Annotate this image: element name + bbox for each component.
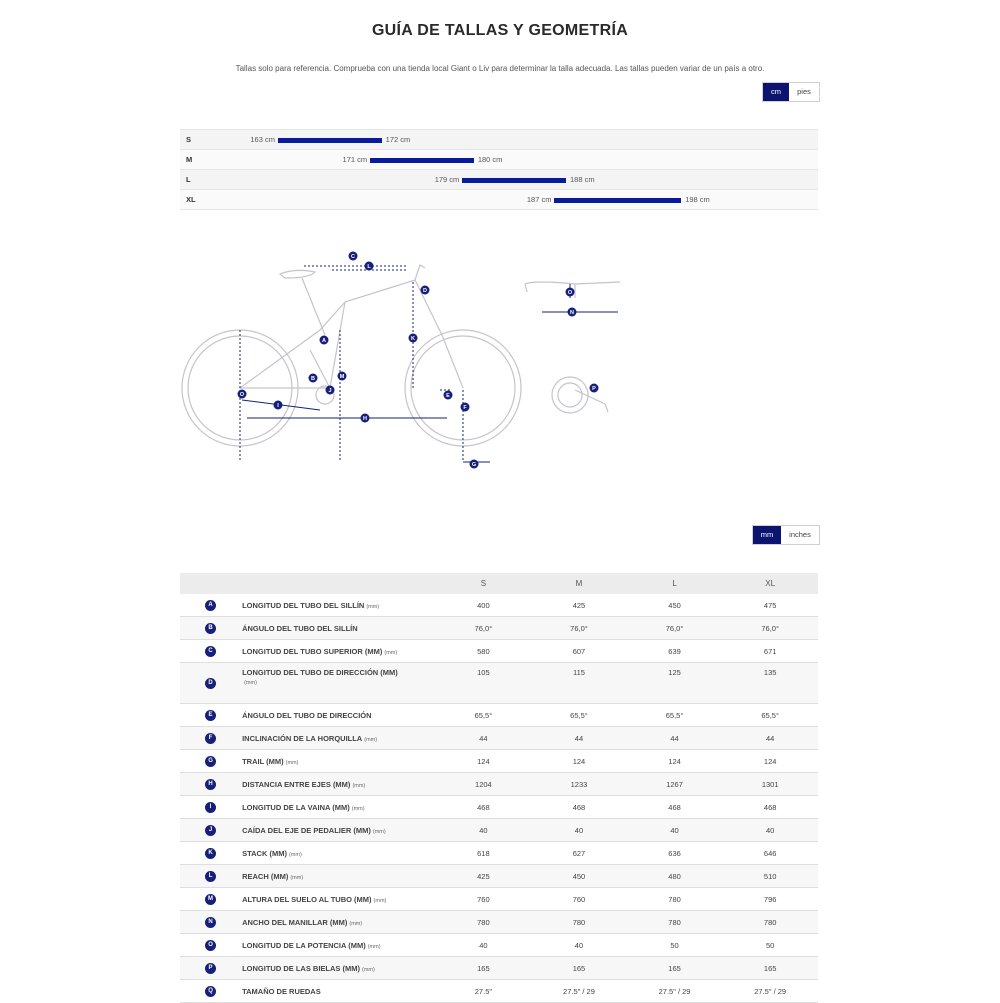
diagram-label-g: G <box>471 462 477 468</box>
diagram-label-l: L <box>367 264 371 270</box>
header-size-m: M <box>531 573 627 594</box>
row-label <box>241 888 436 911</box>
row-label <box>241 819 436 842</box>
row-badge-cell <box>180 957 241 980</box>
table-cell: 671 <box>722 640 818 663</box>
diagram-label-i: I <box>277 403 279 409</box>
table-cell: 76,0° <box>627 617 723 640</box>
row-label <box>241 911 436 934</box>
size-min-height: 163 cm <box>250 135 275 144</box>
unit-mm-button[interactable]: mm <box>753 526 781 544</box>
row-name: LONGITUD DE LA VAINA (MM) <box>242 802 350 812</box>
diagram-label-k: K <box>411 336 415 342</box>
size-range-chart <box>180 129 818 210</box>
size-range-bar <box>462 178 566 183</box>
table-cell: 40 <box>436 934 532 957</box>
saddle <box>280 270 315 278</box>
table-cell: 27.5" <box>436 980 532 1003</box>
row-name: ANCHO DEL MANILLAR (MM) <box>242 917 348 927</box>
row-letter-badge: B <box>205 623 216 634</box>
size-range-row <box>180 170 818 190</box>
table-cell: 40 <box>531 934 627 957</box>
row-unit: (mm) <box>367 943 381 950</box>
size-range-bar <box>370 158 474 163</box>
unit-feet-button[interactable]: pies <box>789 83 819 101</box>
row-label <box>241 980 436 1003</box>
diagram-label-d: D <box>423 288 427 294</box>
unit-cm-button[interactable]: cm <box>763 83 789 101</box>
row-label <box>241 796 436 819</box>
diagram-label-f: F <box>463 405 467 411</box>
size-min-height: 179 cm <box>434 175 460 184</box>
row-label <box>241 842 436 865</box>
table-cell: 44 <box>531 727 627 750</box>
row-badge-cell <box>180 980 241 1003</box>
table-cell: 760 <box>531 888 627 911</box>
table-cell: 468 <box>722 796 818 819</box>
row-letter-badge: K <box>205 848 216 859</box>
row-badge-cell <box>180 773 241 796</box>
table-cell: 468 <box>531 796 627 819</box>
row-label <box>241 934 436 957</box>
row-badge-cell <box>180 704 241 727</box>
row-badge-cell <box>180 911 241 934</box>
row-unit: (mm) <box>366 603 380 610</box>
table-cell: 27.5" / 29 <box>531 980 627 1003</box>
diagram-label-m: M <box>339 374 345 380</box>
table-row <box>180 842 818 865</box>
row-badge-cell <box>180 750 241 773</box>
header-size-xl: XL <box>722 573 818 594</box>
table-cell: 65,5° <box>627 704 723 727</box>
diagram-label-e: E <box>446 393 450 399</box>
size-max-height: 180 cm <box>477 155 503 164</box>
row-name: ALTURA DEL SUELO AL TUBO (MM) <box>242 894 372 904</box>
row-label <box>241 773 436 796</box>
row-unit: (mm) <box>290 874 304 881</box>
row-name: LONGITUD DEL TUBO DEL SILLÍN <box>242 600 365 610</box>
row-badge-cell <box>180 842 241 865</box>
table-row <box>180 594 818 617</box>
row-letter-badge: G <box>205 756 216 767</box>
size-label: S <box>186 135 192 144</box>
table-row <box>180 727 818 750</box>
row-label <box>241 704 436 727</box>
size-label: M <box>186 155 193 164</box>
row-name: LONGITUD DE LA POTENCIA (MM) <box>242 940 366 950</box>
table-cell: 76,0° <box>722 617 818 640</box>
table-cell: 44 <box>436 727 532 750</box>
table-cell: 40 <box>436 819 532 842</box>
row-unit: (mm) <box>352 782 366 789</box>
table-row <box>180 617 818 640</box>
row-badge-cell <box>180 617 241 640</box>
row-letter-badge: N <box>205 917 216 928</box>
row-badge-cell <box>180 888 241 911</box>
table-cell: 125 <box>627 663 723 704</box>
table-cell: 510 <box>722 865 818 888</box>
bike-geometry-diagram <box>180 240 630 480</box>
table-cell: 580 <box>436 640 532 663</box>
table-cell: 780 <box>627 911 723 934</box>
table-cell: 40 <box>531 819 627 842</box>
table-cell: 780 <box>531 911 627 934</box>
table-cell: 76,0° <box>531 617 627 640</box>
row-name: REACH (MM) <box>242 871 289 881</box>
page-title: GUÍA DE TALLAS Y GEOMETRÍA <box>371 22 629 39</box>
table-row <box>180 819 818 842</box>
row-unit: (mm) <box>373 897 387 904</box>
table-cell: 165 <box>627 957 723 980</box>
size-range-row <box>180 130 818 150</box>
row-label <box>241 663 436 704</box>
row-unit: (mm) <box>362 966 375 973</box>
row-name: CAÍDA DEL EJE DE PEDALIER (MM) <box>242 825 371 835</box>
table-cell: 124 <box>436 750 532 773</box>
size-min-height: 187 cm <box>526 195 552 204</box>
row-name: ÁNGULO DEL TUBO DE DIRECCIÓN <box>242 710 372 720</box>
row-badge-cell <box>180 865 241 888</box>
table-row <box>180 750 818 773</box>
row-letter-badge: H <box>205 779 216 790</box>
size-label: L <box>186 175 191 184</box>
table-cell: 115 <box>531 663 627 704</box>
table-row <box>180 663 818 704</box>
header-badge-col <box>180 573 241 594</box>
row-name: TRAIL (MM) <box>242 756 284 766</box>
diagram-label-q: O <box>239 392 245 398</box>
size-min-height: 171 cm <box>342 155 368 164</box>
table-cell: 165 <box>722 957 818 980</box>
row-letter-badge: P <box>205 963 216 974</box>
size-max-height: 188 cm <box>570 175 595 184</box>
header-size-s: S <box>436 573 532 594</box>
row-badge-cell <box>180 934 241 957</box>
diagram-label-b: B <box>311 376 315 382</box>
row-badge-cell <box>180 663 241 704</box>
row-name: ÁNGULO DEL TUBO DEL SILLÍN <box>242 623 358 633</box>
table-cell: 27.5" / 29 <box>722 980 818 1003</box>
row-unit: (mm) <box>285 759 299 766</box>
table-cell: 50 <box>627 934 723 957</box>
row-letter-badge: C <box>205 646 216 657</box>
table-row <box>180 957 818 980</box>
row-label <box>241 594 436 617</box>
row-badge-cell <box>180 819 241 842</box>
table-cell: 165 <box>436 957 532 980</box>
diagram-label-p: P <box>592 386 596 392</box>
row-badge-cell <box>180 640 241 663</box>
table-header-row <box>180 573 818 594</box>
table-cell: 646 <box>722 842 818 865</box>
table-cell: 627 <box>531 842 627 865</box>
row-unit: (mm) <box>351 805 365 812</box>
geometry-table <box>180 573 818 1003</box>
row-letter-badge: E <box>205 710 216 721</box>
table-row <box>180 934 818 957</box>
size-max-height: 172 cm <box>385 135 411 144</box>
table-cell: 27.5" / 29 <box>627 980 723 1003</box>
table-cell: 636 <box>627 842 723 865</box>
size-range-bar <box>278 138 382 143</box>
row-unit: (mm) <box>288 851 302 858</box>
table-cell: 780 <box>722 911 818 934</box>
table-cell: 76,0° <box>436 617 532 640</box>
row-label <box>241 957 436 980</box>
row-name: DISTANCIA ENTRE EJES (MM) <box>242 779 351 789</box>
row-name: LONGITUD DE LAS BIELAS (MM) <box>242 963 361 973</box>
table-cell: 124 <box>722 750 818 773</box>
row-letter-badge: L <box>205 871 216 882</box>
table-cell: 124 <box>627 750 723 773</box>
row-letter-badge: A <box>205 600 216 611</box>
table-cell: 165 <box>531 957 627 980</box>
row-name: LONGITUD DEL TUBO SUPERIOR (MM) <box>242 646 383 656</box>
row-badge-cell <box>180 796 241 819</box>
row-letter-badge: O <box>205 940 216 951</box>
row-unit: (mm) <box>384 649 398 656</box>
row-label <box>241 865 436 888</box>
table-cell: 480 <box>627 865 723 888</box>
table-row <box>180 911 818 934</box>
row-letter-badge: I <box>205 802 216 813</box>
row-letter-badge: D <box>205 678 216 689</box>
header-name-col <box>241 573 436 594</box>
table-cell: 1267 <box>627 773 723 796</box>
table-row <box>180 704 818 727</box>
table-cell: 760 <box>436 888 532 911</box>
row-name: STACK (MM) <box>242 848 287 858</box>
diagram-label-a: A <box>322 338 326 344</box>
size-label: XL <box>186 195 196 204</box>
table-cell: 1301 <box>722 773 818 796</box>
row-unit: (mm) <box>349 920 363 927</box>
table-cell: 796 <box>722 888 818 911</box>
table-cell: 618 <box>436 842 532 865</box>
diagram-label-c: C <box>351 254 355 260</box>
table-cell: 44 <box>627 727 723 750</box>
row-label <box>241 617 436 640</box>
row-badge-cell <box>180 727 241 750</box>
row-label <box>241 750 436 773</box>
table-cell: 40 <box>722 819 818 842</box>
diagram-label-h: H <box>363 416 367 422</box>
row-letter-badge: F <box>205 733 216 744</box>
table-row <box>180 980 818 1003</box>
table-cell: 450 <box>627 594 723 617</box>
table-cell: 639 <box>627 640 723 663</box>
row-unit: (mm) <box>364 736 378 743</box>
row-label <box>241 727 436 750</box>
table-cell: 468 <box>436 796 532 819</box>
table-cell: 468 <box>627 796 723 819</box>
table-cell: 40 <box>627 819 723 842</box>
row-badge-cell <box>180 594 241 617</box>
row-label <box>241 640 436 663</box>
table-cell: 400 <box>436 594 532 617</box>
table-cell: 135 <box>722 663 818 704</box>
table-cell: 1204 <box>436 773 532 796</box>
table-cell: 105 <box>436 663 532 704</box>
unit-inches-button[interactable]: inches <box>781 526 819 544</box>
table-row <box>180 640 818 663</box>
size-max-height: 198 cm <box>685 195 710 204</box>
geometry-unit-toggle <box>752 525 820 545</box>
row-letter-badge: J <box>205 825 216 836</box>
row-letter-badge: Q <box>205 986 216 997</box>
table-cell: 425 <box>436 865 532 888</box>
table-cell: 450 <box>531 865 627 888</box>
table-cell: 65,5° <box>436 704 532 727</box>
row-name: LONGITUD DEL TUBO DE DIRECCIÓN (MM) <box>242 668 398 677</box>
size-range-row <box>180 190 818 210</box>
table-cell: 1233 <box>531 773 627 796</box>
diagram-label-o: O <box>567 290 573 296</box>
table-row <box>180 865 818 888</box>
page-subtitle: Tallas solo para referencia. Comprueba con una tienda local Giant o Liv para determinar la talla adecuada. Las tallas pueden variar de un país a otro. <box>235 64 765 73</box>
row-name: TAMAÑO DE RUEDAS <box>242 986 321 996</box>
diagram-label-n: N <box>570 310 574 316</box>
table-cell: 65,5° <box>722 704 818 727</box>
height-unit-toggle <box>762 82 820 102</box>
table-cell: 44 <box>722 727 818 750</box>
table-row <box>180 796 818 819</box>
table-cell: 780 <box>627 888 723 911</box>
row-name: INCLINACIÓN DE LA HORQUILLA <box>242 733 363 743</box>
table-row <box>180 773 818 796</box>
table-cell: 50 <box>722 934 818 957</box>
row-unit: (mm) <box>372 828 386 835</box>
diagram-label-j: J <box>328 388 332 394</box>
table-cell: 124 <box>531 750 627 773</box>
header-size-l: L <box>627 573 723 594</box>
table-cell: 425 <box>531 594 627 617</box>
table-cell: 65,5° <box>531 704 627 727</box>
row-unit: (mm) <box>244 680 257 686</box>
table-cell: 607 <box>531 640 627 663</box>
table-row <box>180 888 818 911</box>
table-cell: 475 <box>722 594 818 617</box>
table-cell: 780 <box>436 911 532 934</box>
row-letter-badge: M <box>205 894 216 905</box>
size-range-bar <box>554 198 681 203</box>
size-range-row <box>180 150 818 170</box>
